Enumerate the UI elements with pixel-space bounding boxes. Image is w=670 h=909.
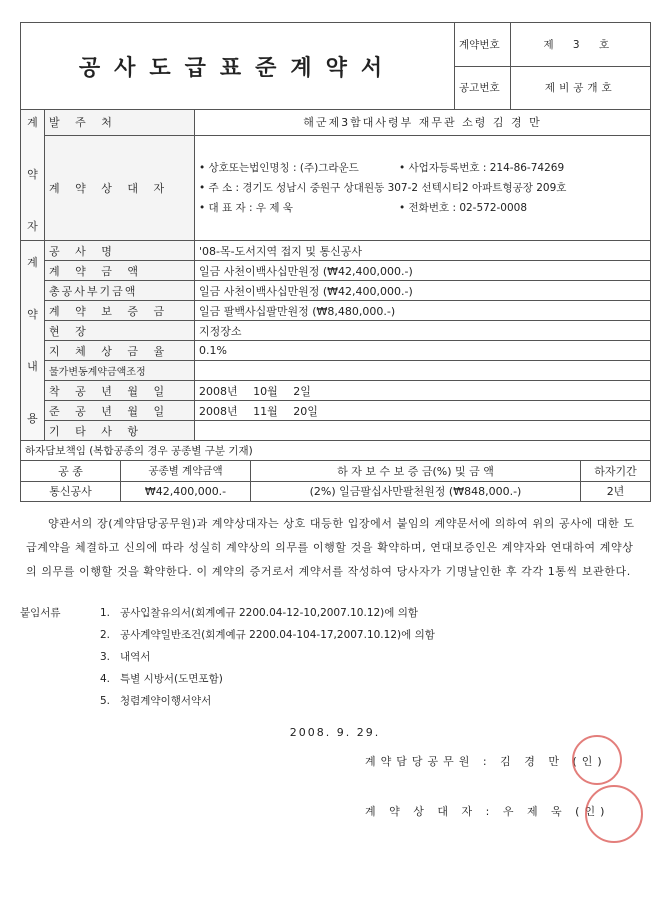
contractor-ceo: • 대 표 자 : 우 제 욱 — [199, 201, 293, 214]
contents-value-6 — [195, 361, 651, 381]
document-title: 공사도급표준계약서 — [21, 23, 455, 110]
contractor-address: • 주 소 : 경기도 성남시 중원구 상대원동 307-2 선텍시티2 아파트형공장 209호 — [199, 181, 567, 194]
contents-value-1: 일금 사천이백사십만원정 (₩42,400,000.-) — [195, 261, 651, 281]
warranty-header-2: 하 자 보 수 보 증 금(%) 및 금 액 — [251, 461, 581, 481]
contents-label-4: 현 장 — [45, 321, 195, 341]
contractor-company: • 상호또는법인명칭 : (주)그라운드 — [199, 161, 359, 174]
company-seal-stamp — [585, 785, 643, 843]
contents-label-7: 착 공 년 월 일 — [45, 381, 195, 401]
contract-table — [20, 22, 651, 461]
contents-value-7: 2008년 10월 2일 — [195, 381, 651, 401]
contract-date: 2008. 9. 29. — [289, 725, 381, 739]
contents-label-8: 준 공 년 월 일 — [45, 401, 195, 421]
attachments-title: 붙임서류 — [20, 607, 61, 619]
sub-warranty-note: 하자담보책임 (복합공종의 경우 공종별 구분 기재) — [21, 441, 651, 461]
attachment-num-1: 2. — [100, 628, 111, 641]
contents-value-2: 일금 사천이백사십만원정 (₩42,400,000.-) — [195, 281, 651, 301]
notice-no-value: 제비공개호 — [510, 66, 650, 109]
attachment-text-4: 청렴계약이행서약서 — [120, 695, 212, 707]
contents-value-8: 2008년 11월 20일 — [195, 401, 651, 421]
attachment-num-2: 3. — [100, 650, 111, 663]
contract-document — [20, 22, 650, 739]
contents-value-5: 0.1% — [195, 341, 651, 361]
contract-body-text: 양관서의 장(계약담당공무원)과 계약상대자는 상호 대등한 입장에서 붙임의 계약문서에 의하여 위의 공사에 대한 도급계약을 체결하고 신의에 따라 성실히 계약상의 의무를 이행할 것을 확약하며, 연대보증인은 계약자와 연대하여 계약상의 의무를 이행할 것을 확약한다. 이 계약의 증거로서 계약서를 작성하여 당사자가 기명날인한 후 각각 1통씩 보관한다. — [26, 516, 635, 578]
contents-value-4: 지정장소 — [195, 321, 651, 341]
warranty-header-0: 공 종 — [21, 461, 121, 481]
official-seal-stamp — [572, 735, 622, 785]
warranty-header-1: 공종별 계약금액 — [121, 461, 251, 481]
warranty-cell-0: 통신공사 — [21, 481, 121, 501]
contractor-signature-line: 계 약 상 대 자 : 우 제 욱 (인) — [365, 805, 610, 818]
contractor-label: 계 약 상 대 자 — [45, 135, 195, 240]
contractor-bizno: • 사업자등록번호 : 214-86-74269 — [399, 161, 565, 174]
orderer-label: 발 주 처 — [45, 110, 195, 136]
official-signature-line: 계약담당공무원 : 김 경 만 (인) — [365, 755, 607, 768]
contents-label-5: 지 체 상 금 율 — [45, 341, 195, 361]
warranty-cell-1: ₩42,400,000.- — [121, 481, 251, 501]
contents-label-6: 물가변동계약금액조정 — [45, 361, 195, 381]
warranty-cell-2: (2%) 일금팔십사만팔천원정 (₩848,000.-) — [251, 481, 581, 501]
section-parties-label: 계 약 자 — [21, 110, 45, 241]
warranty-table — [20, 461, 651, 502]
contractor-phone: • 전화번호 : 02-572-0008 — [399, 201, 528, 214]
contractor-details — [195, 135, 651, 240]
warranty-cell-3: 2년 — [581, 481, 651, 501]
attachment-text-0: 공사입찰유의서(회계예규 2200.04-12-10,2007.10.12)에 의함 — [120, 607, 419, 619]
contents-label-0: 공 사 명 — [45, 241, 195, 261]
attachment-num-4: 5. — [100, 694, 111, 707]
warranty-header-3: 하자기간 — [581, 461, 651, 481]
contents-label-1: 계 약 금 액 — [45, 261, 195, 281]
contents-label-2: 총공사부기금액 — [45, 281, 195, 301]
attachments-list — [20, 602, 650, 712]
orderer-value: 해군제3함대사령부 재무관 소령 김 경 만 — [195, 110, 651, 136]
attachment-num-0: 1. — [100, 606, 111, 619]
section-contents-label: 계 약 내 용 — [21, 241, 45, 441]
attachment-text-3: 특별 시방서(도면포함) — [120, 673, 223, 685]
contents-value-0: '08-목-도서지역 접지 및 통신공사 — [195, 241, 651, 261]
contents-value-9 — [195, 421, 651, 441]
attachment-num-3: 4. — [100, 672, 111, 685]
attachment-text-1: 공사계약일반조건(회계예규 2200.04-104-17,2007.10.12)에 의함 — [120, 629, 435, 641]
contract-no-label: 계약번호 — [455, 23, 510, 66]
attachment-text-2: 내역서 — [120, 651, 151, 663]
contents-value-3: 일금 팔백사십팔만원정 (₩8,480,000.-) — [195, 301, 651, 321]
contents-label-3: 계 약 보 증 금 — [45, 301, 195, 321]
notice-no-label: 공고번호 — [455, 66, 510, 109]
contract-no-value: 제 3 호 — [510, 23, 650, 66]
contents-label-9: 기 타 사 항 — [45, 421, 195, 441]
